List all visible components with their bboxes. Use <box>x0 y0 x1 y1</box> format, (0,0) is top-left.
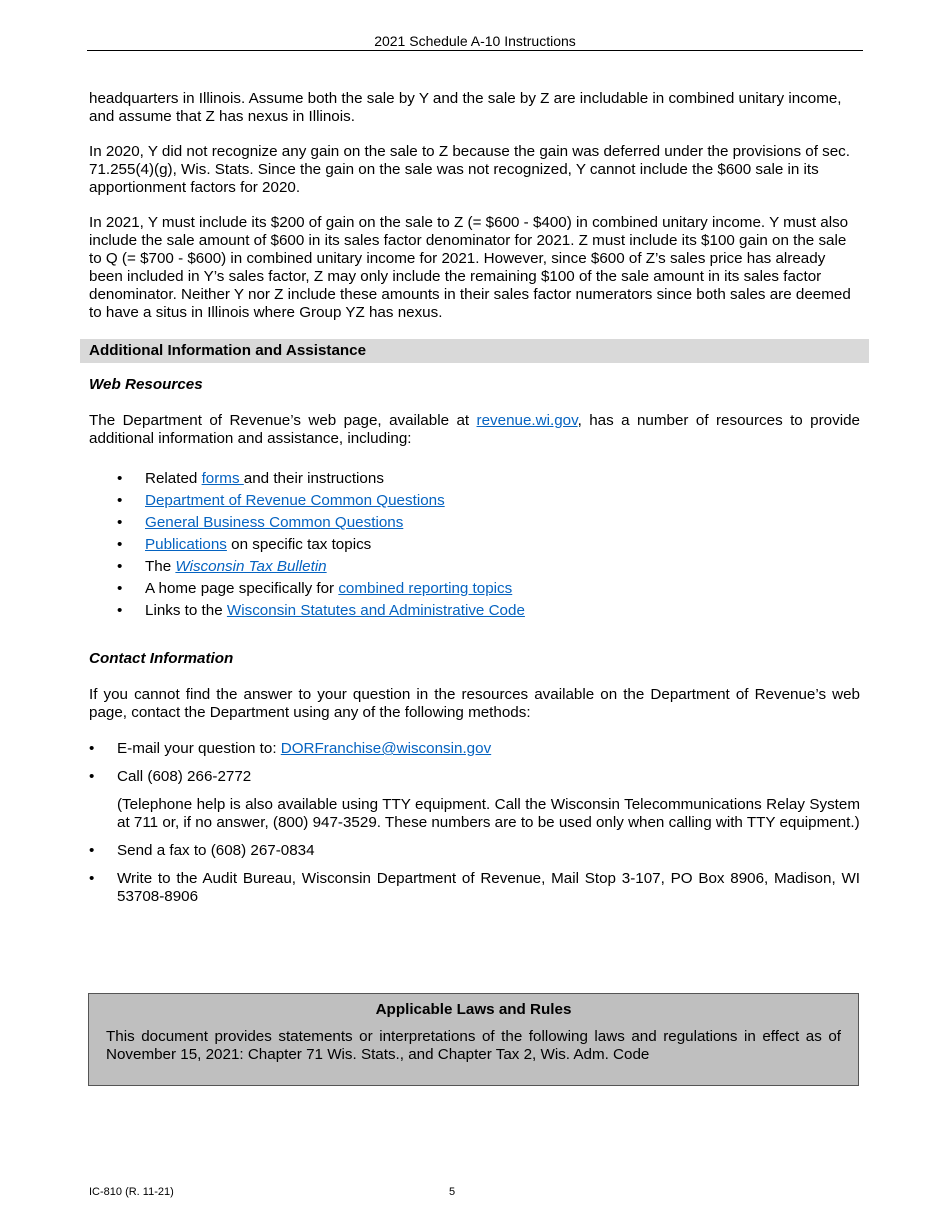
item-text: A home page specifically for <box>145 580 339 597</box>
contact-methods-list <box>89 740 860 786</box>
combined-reporting-link[interactable]: combined reporting topics <box>338 580 513 597</box>
dor-common-questions-link[interactable]: Department of Revenue Common Questions <box>145 492 445 509</box>
revenue-website-link[interactable]: revenue.wi.gov <box>476 412 578 429</box>
list-item <box>89 536 860 558</box>
item-text: Send a fax to (608) 267-0834 <box>117 842 315 859</box>
tax-bulletin-link[interactable]: Wisconsin Tax Bulletin <box>175 558 327 575</box>
bullet-icon: • <box>117 470 123 487</box>
bullet-icon: • <box>89 842 95 859</box>
tty-note: (Telephone help is also available using TTY equipment. Call the Wisconsin Telecommunications Relay System at 711 or, if no answer, (800) 947-3529. These numbers are to be used only when calling with TTY equipment.) <box>117 796 860 831</box>
list-item <box>89 514 860 536</box>
contact-info-heading: Contact Information <box>89 650 234 667</box>
bullet-icon: • <box>117 514 123 531</box>
item-text: The <box>145 558 176 575</box>
contact-email-item <box>89 740 860 758</box>
page-header-title: 2021 Schedule A-10 Instructions <box>374 33 576 49</box>
list-item <box>89 470 860 492</box>
web-resources-list <box>89 470 860 624</box>
header-divider <box>87 50 863 51</box>
item-text: Links to the <box>145 602 227 619</box>
bullet-icon: • <box>89 768 95 785</box>
web-intro-text: The Department of Revenue’s web page, available at <box>89 412 477 429</box>
statutes-code-link[interactable]: Wisconsin Statutes and Administrative Code <box>226 602 525 619</box>
item-text: E-mail your question to: <box>117 740 281 757</box>
bullet-icon: • <box>117 580 123 597</box>
email-link[interactable]: DORFranchise@wisconsin.gov <box>280 740 492 757</box>
additional-info-heading: Additional Information and Assistance <box>80 339 869 363</box>
contact-mail-item <box>89 870 860 906</box>
intro-paragraph-1: headquarters in Illinois. Assume both the sale by Y and the sale by Z are includable in combined unitary income, and assume that Z has nexus in Illinois. <box>89 90 842 125</box>
page-content <box>89 90 860 916</box>
bullet-icon: • <box>117 492 123 509</box>
list-item <box>89 580 860 602</box>
item-text: and their instructions <box>243 470 384 487</box>
item-text: on specific tax topics <box>226 536 372 553</box>
applicable-laws-box <box>88 993 859 1086</box>
list-item <box>89 558 860 580</box>
contact-call-item <box>89 768 860 786</box>
intro-paragraph-3: In 2021, Y must include its $200 of gain on the sale to Z (= $600 - $400) in combined unitary income. Y must also include the sale amount of $600 in its sales factor denominator for 2021. Z must include its $100 gain on the sale to Q (= $700 - $600) in combined unitary income for 2021. However, since $600 of Z’s sales price has already been included in Y’s sales factor, Z may only include the remaining $100 of the sale amount in its sales factor denominator. Neither Y nor Z include these amounts in their sales factor numerators since both sales are deemed to have a situs in Illinois where Group YZ has nexus. <box>89 214 851 321</box>
laws-body: This document provides statements or interpretations of the following laws and regulations in effect as of November 15, 2021: Chapter 71 Wis. Stats., and Chapter Tax 2, Wis. Adm. Code <box>106 1028 841 1063</box>
footer-page-number: 5 <box>449 1186 456 1198</box>
intro-paragraph-2: In 2020, Y did not recognize any gain on the sale to Z because the gain was deferred under the provisions of sec. 71.255(4)(g), Wis. Stats. Since the gain on the sale was not recognized, Y cannot include the $600 sale in its apportionment factors for 2020. <box>89 143 850 196</box>
bullet-icon: • <box>117 602 123 619</box>
web-resources-intro <box>89 412 860 448</box>
web-resources-heading: Web Resources <box>89 376 203 393</box>
contact-intro: If you cannot find the answer to your question in the resources available on the Department of Revenue’s web page, contact the Department using any of the following methods: <box>89 686 860 721</box>
laws-title: Applicable Laws and Rules <box>375 1001 572 1018</box>
bullet-icon: • <box>89 740 95 757</box>
contact-fax-item <box>89 842 860 860</box>
web-intro-text-end: , has a number of resources to provide additional information and assistance, including: <box>89 412 860 447</box>
bullet-icon: • <box>117 558 123 575</box>
bullet-icon: • <box>89 870 95 887</box>
contact-methods-list-cont <box>89 842 860 906</box>
list-item <box>89 602 860 624</box>
item-text: Write to the Audit Bureau, Wisconsin Department of Revenue, Mail Stop 3-107, PO Box 8906, Madison, WI 53708-8906 <box>117 870 860 905</box>
publications-link[interactable]: Publications <box>145 536 227 553</box>
bullet-icon: • <box>117 536 123 553</box>
footer-form-id: IC-810 (R. 11-21) <box>89 1186 174 1198</box>
general-business-questions-link[interactable]: General Business Common Questions <box>145 514 404 531</box>
item-text: Related <box>145 470 202 487</box>
forms-link[interactable]: forms <box>201 470 244 487</box>
item-text: Call (608) 266-2772 <box>117 768 252 785</box>
list-item <box>89 492 860 514</box>
